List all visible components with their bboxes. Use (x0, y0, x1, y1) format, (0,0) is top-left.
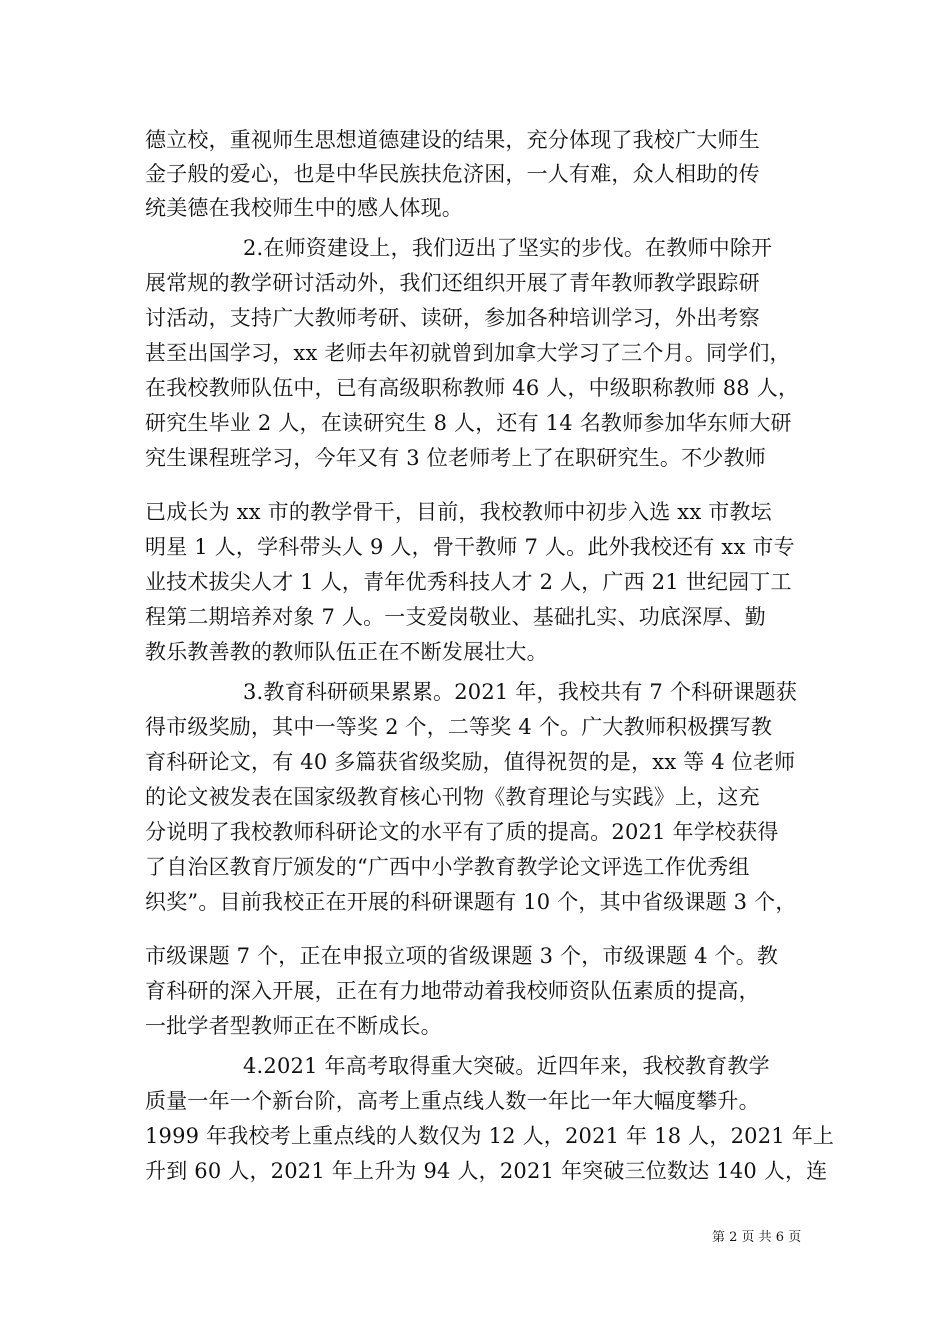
text-line: 统美德在我校师生中的感人体现。 (145, 196, 463, 220)
text-line: 在我校教师队伍中，已有高级职称教师 46 人，中级职称教师 88 人， (145, 376, 800, 400)
text-line: 升到 60 人，2021 年上升为 94 人，2021 年突破三位数达 140 人，连 (145, 1159, 828, 1183)
text-line: 织奖”。目前我校正在开展的科研课题有 10 个，其中省级课题 3 个， (145, 890, 797, 914)
paragraph-2-start: 2.在师资建设上，我们迈出了坚实的步伐。在教师中除开 (243, 236, 773, 260)
text-line: 一批学者型教师正在不断成长。 (145, 1014, 442, 1038)
text-line: 业技术拔尖人才 1 人，青年优秀科技人才 2 人，广西 21 世纪园丁工 (145, 570, 792, 594)
page-number-footer: 第 2 页 共 6 页 (712, 1230, 802, 1245)
text-line: 分说明了我校教师科研论文的水平有了质的提高。2021 年学校获得 (145, 820, 779, 844)
text-line: 得市级奖励，其中一等奖 2 个，二等奖 4 个。广大教师积极撰写教 (145, 715, 773, 739)
text-line: 育科研的深入开展，正在有力地带动着我校师资队伍素质的提高， (145, 979, 760, 1003)
text-line: 教乐教善教的教师队伍正在不断发展壮大。 (145, 640, 548, 664)
text-line: 讨活动，支持广大教师考研、读研，参加各种培训学习，外出考察 (145, 306, 760, 330)
text-line: 程第二期培养对象 7 人。一支爱岗敬业、基础扎实、功底深厚、勤 (145, 605, 766, 629)
text-line: 了自治区教育厅颁发的“广西中小学教育教学论文评选工作优秀组 (145, 855, 750, 879)
text-line: 究生课程班学习，今年又有 3 位老师考上了在职研究生。不少教师 (145, 446, 766, 470)
text-line: 金子般的爱心，也是中华民族扶危济困，一人有难，众人相助的传 (145, 162, 760, 186)
text-line: 的论文被发表在国家级教育核心刊物《教育理论与实践》上，这充 (145, 785, 760, 809)
text-line: 育科研论文，有 40 多篇获省级奖励，值得祝贺的是，xx 等 4 位老师 (145, 750, 796, 774)
text-line: 研究生毕业 2 人，在读研究生 8 人，还有 14 名教师参加华东师大研 (145, 411, 792, 435)
text-line: 德立校，重视师生思想道德建设的结果，充分体现了我校广大师生 (145, 128, 760, 152)
paragraph-3-start: 3.教育科研硕果累累。2021 年，我校共有 7 个科研课题获 (243, 680, 798, 704)
text-line: 甚至出国学习，xx 老师去年初就曾到加拿大学习了三个月。同学们， (145, 341, 791, 365)
text-line: 明星 1 人，学科带头人 9 人，骨干教师 7 人。此外我校还有 xx 市专 (145, 535, 795, 559)
text-line: 已成长为 xx 市的教学骨干，目前，我校教师中初步入选 xx 市教坛 (145, 500, 772, 524)
text-line: 市级课题 7 个，正在申报立项的省级课题 3 个，市级课题 4 个。教 (145, 944, 779, 968)
paragraph-4-start: 4.2021 年高考取得重大突破。近四年来，我校教育教学 (243, 1054, 770, 1078)
text-line: 质量一年一个新台阶，高考上重点线人数一年比一年大幅度攀升。 (145, 1089, 760, 1113)
text-line: 展常规的教学研讨活动外，我们还组织开展了青年教师教学跟踪研 (145, 271, 760, 295)
text-line: 1999 年我校考上重点线的人数仅为 12 人，2021 年 18 人，2021 年上 (145, 1124, 835, 1148)
